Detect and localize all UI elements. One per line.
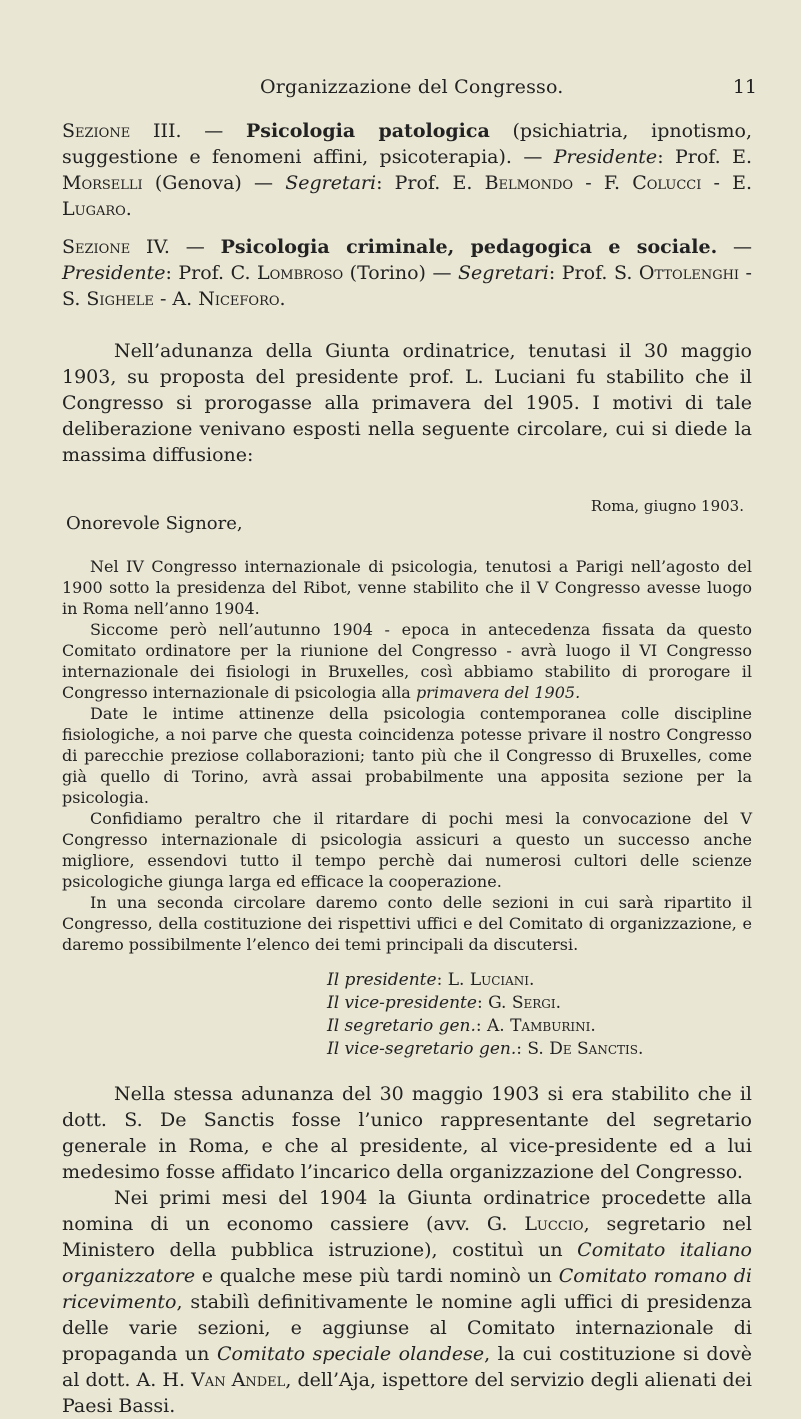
signature-line — [327, 969, 752, 992]
section-iii-segretari-label: Segretari — [285, 172, 377, 194]
section-iii-label: Sezione III. — — [62, 120, 246, 142]
letter-date: Roma, giugno 1903. — [590, 497, 744, 515]
signature-initial: : L. — [436, 970, 470, 990]
letter-paragraph-2 — [62, 619, 752, 703]
section-iv-segretari-label: Segretari — [457, 262, 549, 284]
signature-role: Il vice-segretario gen. — [327, 1039, 517, 1059]
section-iii-presidente-name: Morselli — [62, 172, 143, 194]
page-number: 11 — [732, 76, 757, 98]
letter-paragraph-2-italic: primavera del 1905. — [415, 683, 581, 702]
closing-comitato-italiano: Comitato italiano organizzatore — [62, 1239, 752, 1287]
section-iii-segretari-prefix: : Prof. E. — [376, 172, 485, 194]
signature-name: Sergi. — [511, 993, 562, 1013]
signature-role: Il presidente — [327, 970, 437, 990]
page-header — [0, 76, 801, 106]
closing-comitato-romano: Comitato romano di ricevimento — [62, 1265, 753, 1313]
section-iii-paragraph — [62, 118, 752, 222]
section-iv-presidente-name: Lombroso — [257, 262, 344, 284]
section-iii-title: Psicologia patologica — [245, 120, 490, 142]
closing-text: , la cui costituzione si dovè al dott. A. H. — [62, 1343, 752, 1391]
closing-text: Nei primi mesi del 1904 la Giunta ordinatrice procedette alla nomina di un economo cassiere (avv. G. — [62, 1187, 752, 1235]
closing-name-luccio: Luccio — [524, 1213, 584, 1235]
section-iii-presidente-label: Presidente — [553, 146, 658, 168]
closing-text: , stabilì definitivamente le nomine agli uffici di presidenza delle varie sezioni, e aggiunse al Comitato internazionale di propaganda un — [62, 1291, 752, 1365]
closing-paragraph-1: Nella stessa adunanza del 30 maggio 1903 si era stabilito che il dott. S. De Sanctis fosse l’unico rappresentante del segretario generale in Roma, e che al presidente, al vice-presidente ed a lui medesimo fosse affidato l’incarico della organizzazione del Congresso. — [62, 1083, 752, 1183]
closing-text: , dell’Aja, ispettore del servizio degli alienati dei Paesi Bassi. — [62, 1369, 752, 1417]
section-iv-segretari-prefix: : Prof. S. — [548, 262, 639, 284]
letter-paragraph-1: Nel IV Congresso internazionale di psicologia, tenutosi a Parigi nell’agosto del 1900 sotto la presidenza del Ribot, venne stabilito che il V Congresso avesse luogo in Roma nell’anno 1904. — [62, 557, 752, 618]
signature-initial: : A. — [475, 1016, 511, 1036]
signature-line — [327, 1015, 752, 1038]
section-iv-presidente-label: Presidente — [62, 262, 166, 284]
letter-paragraph-5: In una seconda circolare daremo conto delle sezioni in cui sarà ripartito il Congresso, della costituzione dei rispettivi uffici e del Comitato di organizzazione, e daremo possibilmente l’elenco dei temi principali da discutersi. — [62, 893, 752, 954]
section-iv-label: Sezione IV. — — [62, 236, 221, 258]
signature-line — [327, 992, 752, 1015]
closing-name-van-andel: Van Andel — [191, 1369, 286, 1391]
signature-initial: : S. — [516, 1039, 550, 1059]
running-title: Organizzazione del Congresso. — [260, 76, 564, 98]
section-iv-presidente-city: (Torino) — — [343, 262, 458, 284]
section-iii-presidente-city: (Genova) — — [142, 172, 286, 194]
signature-name: Tamburini. — [510, 1016, 596, 1036]
section-iv-title: Psicologia criminale, pedagogica e sociale. — [220, 236, 718, 258]
signature-block — [327, 969, 752, 1061]
circular-letter — [62, 496, 752, 955]
closing-text: e qualche mese più tardi nominò un — [195, 1265, 559, 1287]
section-iv-segretari-names: Ottolenghi - S. Sighele - A. Niceforo. — [62, 262, 752, 310]
signature-line — [327, 1038, 752, 1061]
signature-role: Il segretario gen. — [327, 1016, 476, 1036]
closing-paragraph-2 — [62, 1185, 752, 1419]
closing-comitato-olandese: Comitato speciale olandese — [216, 1343, 485, 1365]
section-iii-segretari-names: Belmondo - F. Colucci - E. Lugaro. — [62, 172, 752, 220]
section-iii-presidente-prefix: : Prof. E. — [657, 146, 752, 168]
page-body — [62, 118, 752, 1419]
signature-role: Il vice-presidente — [327, 993, 477, 1013]
signature-name: De Sanctis. — [549, 1039, 644, 1059]
letter-paragraph-4: Confidiamo peraltro che il ritardare di pochi mesi la convocazione del V Congresso internazionale di psicologia assicuri a questo un successo anche migliore, essendovi tutto il tempo perchè dai numerosi cultori delle scienze psicologiche giunga larga ed efficace la cooperazione. — [62, 809, 752, 891]
letter-salutation: Onorevole Signore, — [66, 513, 243, 534]
letter-paragraph-2-text: Siccome però nell’autunno 1904 - epoca in antecedenza fissata da questo Comitato ordinatore per la riunione del Congresso - avrà luogo il VI Congresso internazionale dei fisiologi in Bruxelles, così abbiamo stabilito di prorogare il Congresso internazionale di psicologia alla — [62, 620, 752, 702]
closing-text: , segretario nel Ministero della pubblica istruzione), costituì un — [62, 1213, 752, 1261]
section-iv-dash: — — [717, 236, 752, 258]
intro-paragraph: Nell’adunanza della Giunta ordinatrice, tenutasi il 30 maggio 1903, su proposta del presidente prof. L. Luciani fu stabilito che il Congresso si prorogasse alla primavera del 1905. I motivi di tale deliberazione venivano esposti nella seguente circolare, cui si diede la massima diffusione: — [62, 340, 752, 466]
signature-name: Luciani. — [469, 970, 535, 990]
section-iv-paragraph — [62, 234, 752, 312]
letter-paragraph-3: Date le intime attinenze della psicologia contemporanea colle discipline fisiologiche, a noi parve che questa coincidenza potesse privare il nostro Congresso di parecchie preziose collaborazioni; tanto più che il Congresso di Bruxelles, come già quello di Torino, avrà assai probabilmente una apposita sezione per la psicologia. — [62, 704, 752, 807]
section-iv-presidente-prefix: : Prof. C. — [165, 262, 257, 284]
section-iii-subjects: (psichiatria, ipnotismo, suggestione e fenomeni affini, psicoterapia). — — [62, 120, 752, 168]
signature-initial: : G. — [476, 993, 512, 1013]
